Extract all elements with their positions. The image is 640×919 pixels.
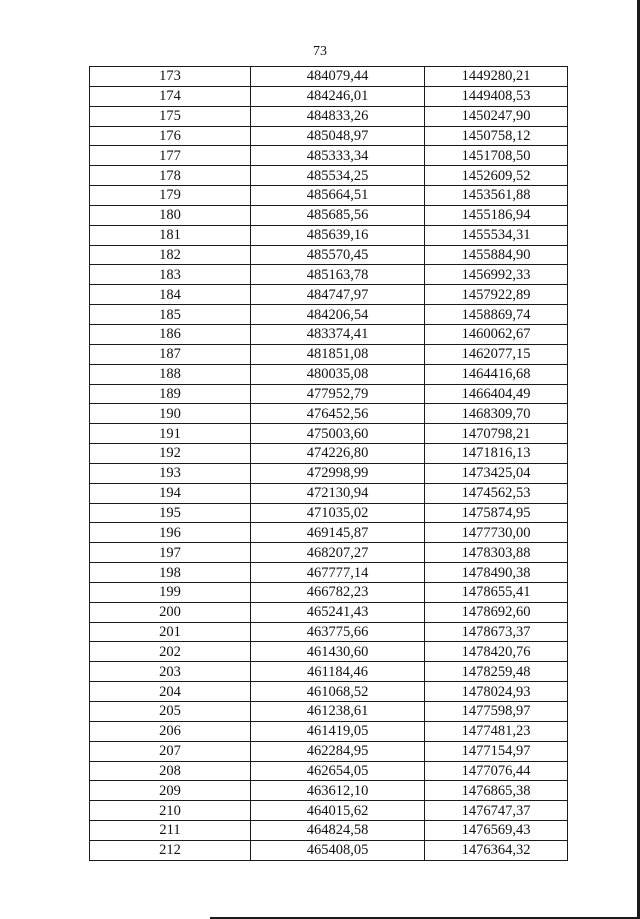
y-coordinate-cell: 1470798,21 xyxy=(425,424,568,444)
y-coordinate-cell: 1476364,32 xyxy=(425,840,568,860)
point-number-cell: 212 xyxy=(90,840,251,860)
point-number-cell: 191 xyxy=(90,424,251,444)
x-coordinate-cell: 484833,26 xyxy=(251,106,425,126)
point-number-cell: 187 xyxy=(90,344,251,364)
y-coordinate-cell: 1449280,21 xyxy=(425,67,568,87)
x-coordinate-cell: 461430,60 xyxy=(251,642,425,662)
x-coordinate-cell: 472130,94 xyxy=(251,483,425,503)
x-coordinate-cell: 484079,44 xyxy=(251,67,425,87)
x-coordinate-cell: 472998,99 xyxy=(251,463,425,483)
y-coordinate-cell: 1473425,04 xyxy=(425,463,568,483)
y-coordinate-cell: 1450247,90 xyxy=(425,106,568,126)
point-number-cell: 195 xyxy=(90,503,251,523)
point-number-cell: 174 xyxy=(90,86,251,106)
table-row xyxy=(90,86,568,106)
point-number-cell: 199 xyxy=(90,582,251,602)
point-number-cell: 182 xyxy=(90,245,251,265)
table-row xyxy=(90,761,568,781)
point-number-cell: 185 xyxy=(90,305,251,325)
table-row xyxy=(90,840,568,860)
table-row xyxy=(90,225,568,245)
y-coordinate-cell: 1466404,49 xyxy=(425,384,568,404)
x-coordinate-cell: 471035,02 xyxy=(251,503,425,523)
x-coordinate-cell: 461184,46 xyxy=(251,662,425,682)
point-number-cell: 206 xyxy=(90,721,251,741)
point-number-cell: 188 xyxy=(90,364,251,384)
point-number-cell: 181 xyxy=(90,225,251,245)
point-number-cell: 180 xyxy=(90,205,251,225)
x-coordinate-cell: 485664,51 xyxy=(251,186,425,206)
x-coordinate-cell: 480035,08 xyxy=(251,364,425,384)
point-number-cell: 186 xyxy=(90,324,251,344)
table-row xyxy=(90,106,568,126)
coordinates-table xyxy=(89,66,568,861)
y-coordinate-cell: 1455884,90 xyxy=(425,245,568,265)
point-number-cell: 190 xyxy=(90,404,251,424)
table-row xyxy=(90,523,568,543)
x-coordinate-cell: 468207,27 xyxy=(251,543,425,563)
table-row xyxy=(90,424,568,444)
point-number-cell: 205 xyxy=(90,702,251,722)
table-row xyxy=(90,582,568,602)
table-row xyxy=(90,543,568,563)
point-number-cell: 177 xyxy=(90,146,251,166)
point-number-cell: 197 xyxy=(90,543,251,563)
y-coordinate-cell: 1478420,76 xyxy=(425,642,568,662)
y-coordinate-cell: 1477730,00 xyxy=(425,523,568,543)
y-coordinate-cell: 1477481,23 xyxy=(425,721,568,741)
y-coordinate-cell: 1455534,31 xyxy=(425,225,568,245)
point-number-cell: 175 xyxy=(90,106,251,126)
table-row xyxy=(90,146,568,166)
point-number-cell: 209 xyxy=(90,781,251,801)
table-row xyxy=(90,166,568,186)
table-row xyxy=(90,444,568,464)
y-coordinate-cell: 1478024,93 xyxy=(425,682,568,702)
y-coordinate-cell: 1453561,88 xyxy=(425,186,568,206)
x-coordinate-cell: 466782,23 xyxy=(251,582,425,602)
y-coordinate-cell: 1452609,52 xyxy=(425,166,568,186)
x-coordinate-cell: 485333,34 xyxy=(251,146,425,166)
table-row xyxy=(90,285,568,305)
table-row xyxy=(90,801,568,821)
y-coordinate-cell: 1458869,74 xyxy=(425,305,568,325)
table-row xyxy=(90,186,568,206)
x-coordinate-cell: 467777,14 xyxy=(251,563,425,583)
y-coordinate-cell: 1450758,12 xyxy=(425,126,568,146)
x-coordinate-cell: 484246,01 xyxy=(251,86,425,106)
point-number-cell: 176 xyxy=(90,126,251,146)
point-number-cell: 193 xyxy=(90,463,251,483)
table-row xyxy=(90,67,568,87)
x-coordinate-cell: 469145,87 xyxy=(251,523,425,543)
table-row xyxy=(90,364,568,384)
x-coordinate-cell: 485570,45 xyxy=(251,245,425,265)
table-row xyxy=(90,324,568,344)
x-coordinate-cell: 475003,60 xyxy=(251,424,425,444)
y-coordinate-cell: 1449408,53 xyxy=(425,86,568,106)
y-coordinate-cell: 1477076,44 xyxy=(425,761,568,781)
x-coordinate-cell: 485048,97 xyxy=(251,126,425,146)
y-coordinate-cell: 1478692,60 xyxy=(425,602,568,622)
x-coordinate-cell: 483374,41 xyxy=(251,324,425,344)
table-row xyxy=(90,682,568,702)
x-coordinate-cell: 465241,43 xyxy=(251,602,425,622)
x-coordinate-cell: 464824,58 xyxy=(251,821,425,841)
y-coordinate-cell: 1451708,50 xyxy=(425,146,568,166)
table-row xyxy=(90,503,568,523)
table-row xyxy=(90,741,568,761)
table-row xyxy=(90,265,568,285)
x-coordinate-cell: 485534,25 xyxy=(251,166,425,186)
y-coordinate-cell: 1464416,68 xyxy=(425,364,568,384)
point-number-cell: 210 xyxy=(90,801,251,821)
x-coordinate-cell: 463775,66 xyxy=(251,622,425,642)
x-coordinate-cell: 463612,10 xyxy=(251,781,425,801)
x-coordinate-cell: 481851,08 xyxy=(251,344,425,364)
x-coordinate-cell: 474226,80 xyxy=(251,444,425,464)
point-number-cell: 173 xyxy=(90,67,251,87)
x-coordinate-cell: 464015,62 xyxy=(251,801,425,821)
y-coordinate-cell: 1474562,53 xyxy=(425,483,568,503)
y-coordinate-cell: 1475874,95 xyxy=(425,503,568,523)
y-coordinate-cell: 1457922,89 xyxy=(425,285,568,305)
y-coordinate-cell: 1478259,48 xyxy=(425,662,568,682)
table-row xyxy=(90,662,568,682)
point-number-cell: 198 xyxy=(90,563,251,583)
x-coordinate-cell: 477952,79 xyxy=(251,384,425,404)
table-row xyxy=(90,702,568,722)
table-row xyxy=(90,126,568,146)
point-number-cell: 184 xyxy=(90,285,251,305)
point-number-cell: 194 xyxy=(90,483,251,503)
y-coordinate-cell: 1460062,67 xyxy=(425,324,568,344)
point-number-cell: 189 xyxy=(90,384,251,404)
x-coordinate-cell: 461068,52 xyxy=(251,682,425,702)
table-row xyxy=(90,245,568,265)
y-coordinate-cell: 1476865,38 xyxy=(425,781,568,801)
point-number-cell: 207 xyxy=(90,741,251,761)
coordinates-table-body xyxy=(90,67,568,861)
y-coordinate-cell: 1477154,97 xyxy=(425,741,568,761)
table-row xyxy=(90,463,568,483)
table-row xyxy=(90,483,568,503)
table-row xyxy=(90,781,568,801)
point-number-cell: 203 xyxy=(90,662,251,682)
table-row xyxy=(90,602,568,622)
y-coordinate-cell: 1478303,88 xyxy=(425,543,568,563)
x-coordinate-cell: 461419,05 xyxy=(251,721,425,741)
y-coordinate-cell: 1468309,70 xyxy=(425,404,568,424)
table-row xyxy=(90,821,568,841)
point-number-cell: 192 xyxy=(90,444,251,464)
page-number: 73 xyxy=(313,44,327,59)
y-coordinate-cell: 1478490,38 xyxy=(425,563,568,583)
x-coordinate-cell: 484206,54 xyxy=(251,305,425,325)
table-row xyxy=(90,563,568,583)
y-coordinate-cell: 1476747,37 xyxy=(425,801,568,821)
point-number-cell: 200 xyxy=(90,602,251,622)
table-row xyxy=(90,404,568,424)
point-number-cell: 196 xyxy=(90,523,251,543)
y-coordinate-cell: 1478655,41 xyxy=(425,582,568,602)
x-coordinate-cell: 461238,61 xyxy=(251,702,425,722)
table-row xyxy=(90,305,568,325)
point-number-cell: 201 xyxy=(90,622,251,642)
point-number-cell: 183 xyxy=(90,265,251,285)
point-number-cell: 179 xyxy=(90,186,251,206)
point-number-cell: 211 xyxy=(90,821,251,841)
y-coordinate-cell: 1476569,43 xyxy=(425,821,568,841)
x-coordinate-cell: 465408,05 xyxy=(251,840,425,860)
table-row xyxy=(90,344,568,364)
x-coordinate-cell: 476452,56 xyxy=(251,404,425,424)
y-coordinate-cell: 1456992,33 xyxy=(425,265,568,285)
point-number-cell: 202 xyxy=(90,642,251,662)
point-number-cell: 204 xyxy=(90,682,251,702)
x-coordinate-cell: 485639,16 xyxy=(251,225,425,245)
x-coordinate-cell: 462284,95 xyxy=(251,741,425,761)
y-coordinate-cell: 1471816,13 xyxy=(425,444,568,464)
x-coordinate-cell: 485163,78 xyxy=(251,265,425,285)
point-number-cell: 208 xyxy=(90,761,251,781)
point-number-cell: 178 xyxy=(90,166,251,186)
table-row xyxy=(90,622,568,642)
y-coordinate-cell: 1455186,94 xyxy=(425,205,568,225)
x-coordinate-cell: 484747,97 xyxy=(251,285,425,305)
table-row xyxy=(90,384,568,404)
x-coordinate-cell: 462654,05 xyxy=(251,761,425,781)
x-coordinate-cell: 485685,56 xyxy=(251,205,425,225)
table-row xyxy=(90,721,568,741)
table-row xyxy=(90,642,568,662)
y-coordinate-cell: 1462077,15 xyxy=(425,344,568,364)
y-coordinate-cell: 1478673,37 xyxy=(425,622,568,642)
y-coordinate-cell: 1477598,97 xyxy=(425,702,568,722)
table-row xyxy=(90,205,568,225)
